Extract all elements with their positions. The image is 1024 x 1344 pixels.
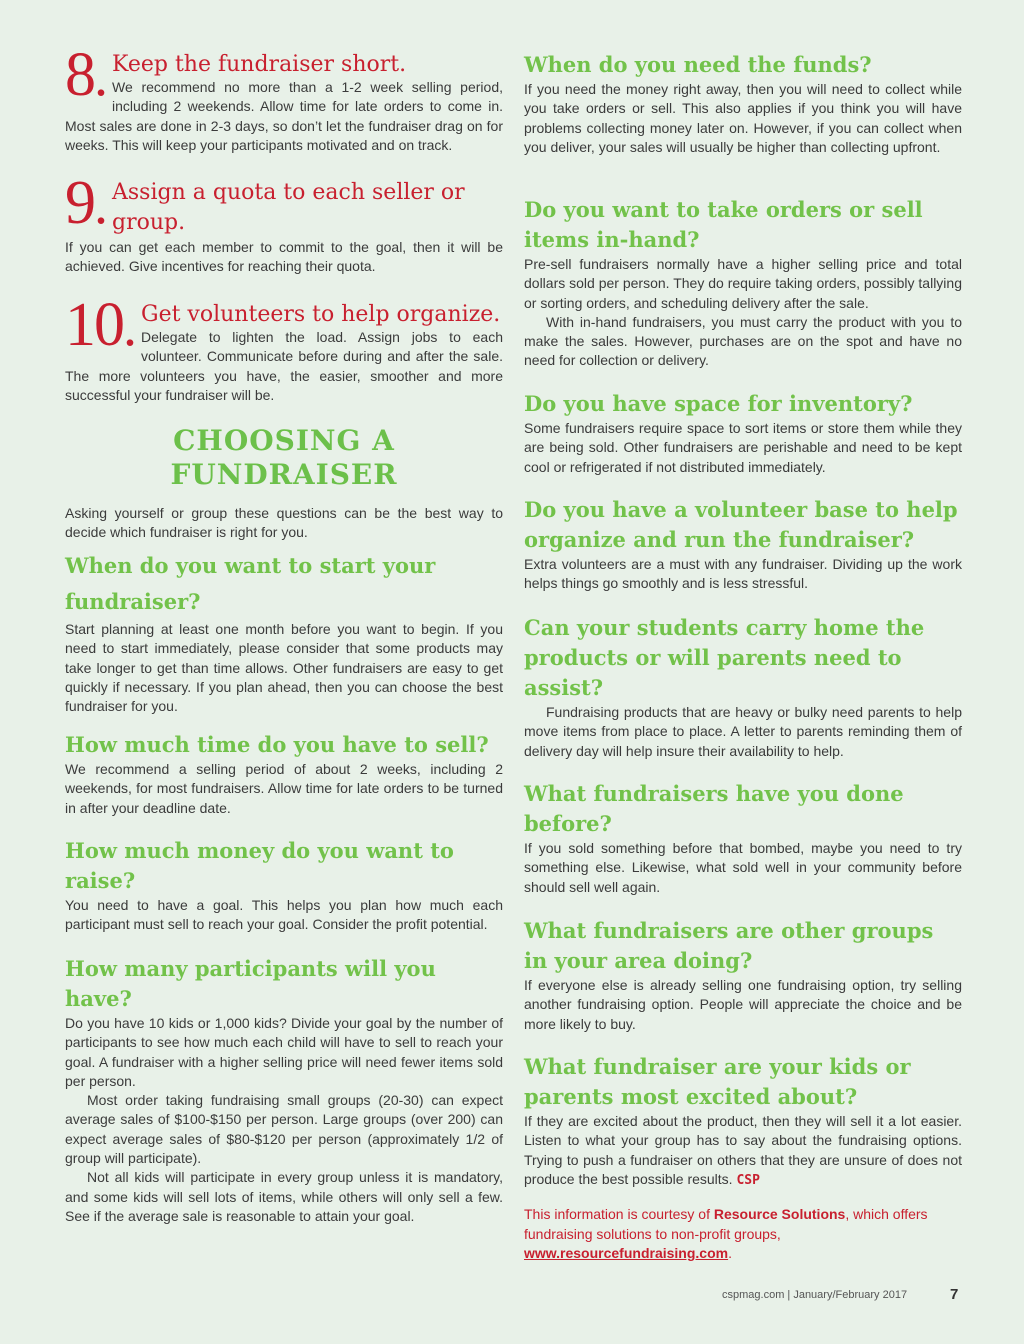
question-participants xyxy=(65,954,503,1226)
tip-title: Keep the fundraiser short. xyxy=(112,52,407,77)
section-intro: Asking yourself or group these questions can be the best way to decide which fundraiser is right for you. xyxy=(65,505,503,541)
question-answer: Fundraising products that are heavy or bulky need parents to help move items from place to place. A letter to parents reminding them of delivery day will help insure their availability to help. xyxy=(524,704,962,759)
tip-text: Delegate to lighten the load. Assign jobs to each volunteer. Communicate before during and after the sale. The more volunteers you have, the easier, smoother and more successful your fundraiser will be. xyxy=(65,329,503,403)
tip-text: We recommend no more than a 1-2 week selling period, including 2 weekends. Allow time for late orders to come in. Most sales are done in 2-3 days, so don’t let the fundraiser drag on for weeks. This will keep your participants motivated and on track. xyxy=(65,79,503,153)
tip-text: If you can get each member to commit to the goal, then it will be achieved. Give incentives for reaching their quota. xyxy=(65,239,503,275)
question-answer: Extra volunteers are a must with any fundraiser. Dividing up the work helps things go smoothly and is less stressful. xyxy=(524,556,962,592)
question-time xyxy=(65,730,503,818)
section-title-line1: CHOOSING A xyxy=(173,424,395,457)
question-heading: Do you want to take orders or sell items in-hand? xyxy=(524,197,923,252)
question-heading: When do you need the funds? xyxy=(524,52,872,77)
question-volunteers xyxy=(524,495,962,594)
tip-title: Get volunteers to help organize. xyxy=(141,302,501,327)
tip-number: 10. xyxy=(65,291,135,359)
question-heading: How many participants will you have? xyxy=(65,956,436,1011)
section-title-line2: FUNDRAISER xyxy=(170,458,398,491)
question-heading: What fundraiser are your kids or parents most excited about? xyxy=(524,1054,911,1109)
tip-number: 9. xyxy=(65,169,106,237)
question-answer: If everyone else is already selling one fundraising option, try selling another fundraising option. People will appreciate the choice and be more likely to buy. xyxy=(524,977,962,1032)
question-heading: When do you want to start your fundraiser? xyxy=(65,553,436,614)
credit-pre: This information is courtesy of xyxy=(524,1206,714,1222)
question-inventory xyxy=(524,389,962,477)
question-other-groups xyxy=(524,916,962,1034)
credit-end: . xyxy=(728,1245,732,1261)
question-answer: You need to have a goal. This helps you plan how much each participant must sell to reach your goal. Consider the profit potential. xyxy=(65,897,503,933)
page-number: 7 xyxy=(950,1286,959,1303)
question-answer: Most order taking fundraising small groups (20-30) can expect average sales of $100-$150 per person. Large groups (over 200) can expect average sales of $80-$120 per person (approximately 1/2 of group will participate). xyxy=(65,1092,503,1167)
section-header xyxy=(65,424,503,543)
credit-company: Resource Solutions xyxy=(713,1206,846,1222)
question-answer: Some fundraisers require space to sort items or store them while they are being sold. Other fundraisers are perishable and need to be kept cool or refrigerated if not distributed immediately. xyxy=(524,420,962,475)
question-answer: Pre-sell fundraisers normally have a higher selling price and total dollars sold per person. They do require taking orders, possibly tallying or sorting orders, and scheduling delivery after the sale. xyxy=(524,256,962,311)
question-money xyxy=(65,836,503,935)
question-answer xyxy=(524,1112,962,1190)
tip-10 xyxy=(65,291,503,405)
answer-text: If they are excited about the product, then they will sell it a lot easier. Listen to what your group has to say about the fundraising options. Trying to push a fundraiser on others that they are unsure of does not produce the best possible results. xyxy=(524,1113,962,1187)
tip-9 xyxy=(65,169,503,277)
question-funds xyxy=(524,50,962,157)
csp-end-mark: CSP xyxy=(736,1172,760,1188)
question-excited xyxy=(524,1052,962,1190)
question-answer: Not all kids will participate in every group unless it is mandatory, and some kids will sell lots of items, while others will only sell a few. See if the average sale is reasonable to attain your goal. xyxy=(65,1169,503,1224)
question-heading: Can your students carry home the products or will parents need to assist? xyxy=(524,615,925,700)
credit-note xyxy=(524,1205,962,1264)
question-orders xyxy=(524,195,962,371)
tip-number: 8. xyxy=(65,41,106,109)
question-heading: Do you have space for inventory? xyxy=(524,391,913,416)
question-heading: How much time do you have to sell? xyxy=(65,732,489,757)
question-answer: If you sold something before that bombed, maybe you need to try something else. Likewise, what sold well in your community before should sell well again. xyxy=(524,840,962,895)
tip-8 xyxy=(65,41,503,155)
question-done-before xyxy=(524,779,962,897)
question-answer: Start planning at least one month before you want to begin. If you need to start immediately, please consider that some products may take longer to get than time allows. Other fundraisers are easy to get quickly if necessary. If you plan ahead, then you can choose the best fundraiser for you. xyxy=(65,621,503,715)
tip-title: Assign a quota to each seller or group. xyxy=(112,180,465,235)
question-heading: Do you have a volunteer base to help organize and run the fundraiser? xyxy=(524,497,958,552)
question-answer: If you need the money right away, then you will need to collect while you take orders or sell. This also applies if you think you will have problems collecting money later on. However, if you can collect when you deliver, your sales will usually be higher than collecting upfront. xyxy=(524,81,962,155)
footer-text: cspmag.com | January/February 2017 xyxy=(722,1289,908,1301)
question-heading: What fundraisers are other groups in your area doing? xyxy=(524,918,934,973)
credit-url-link[interactable]: www.resourcefundraising.com xyxy=(524,1245,729,1261)
question-heading: What fundraisers have you done before? xyxy=(524,781,904,836)
credit-post: , which offers fundraising solutions to non-profit groups, xyxy=(524,1206,928,1242)
question-answer: With in-hand fundraisers, you must carry the product with you to make the sales. However, purchases are on the spot and have no need for collection or delivery. xyxy=(524,313,962,369)
question-answer: Do you have 10 kids or 1,000 kids? Divide your goal by the number of participants to see how much each child will have to sell to reach your goal. A fundraiser with a higher selling price will need fewer items sold per person. xyxy=(65,1015,503,1089)
question-heading: How much money do you want to raise? xyxy=(65,838,454,893)
question-start xyxy=(65,548,503,716)
question-answer: We recommend a selling period of about 2 weeks, including 2 weekends, for most fundraisers. Allow time for late orders to be turned in after your deadline date. xyxy=(65,761,503,816)
question-carry xyxy=(524,613,962,761)
